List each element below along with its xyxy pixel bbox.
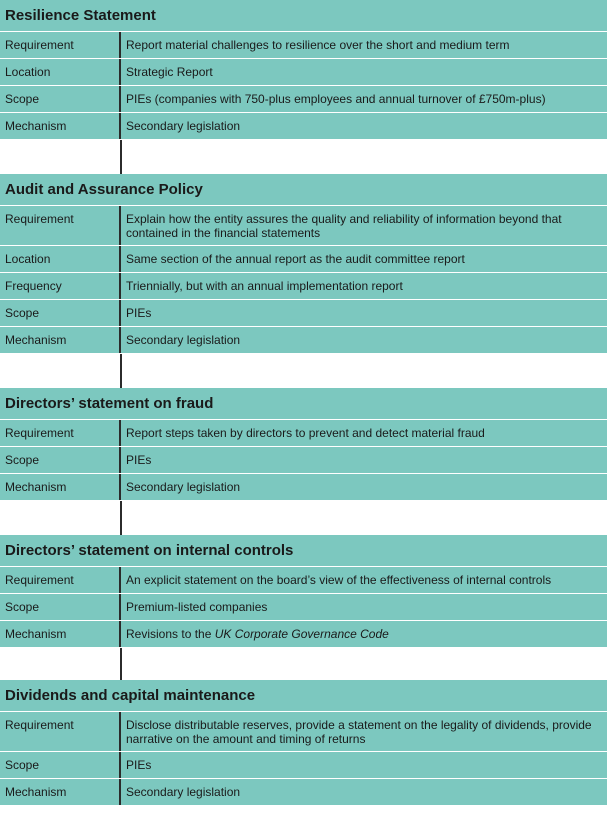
row-value: PIEs (companies with 750-plus employees and annual turnover of £750m-plus): [126, 92, 546, 106]
section-spacer: [0, 140, 607, 174]
section-title: Dividends and capital maintenance: [0, 680, 607, 712]
section-audit-assurance-policy: [0, 174, 607, 388]
row-value: Secondary legislation: [126, 480, 241, 494]
column-divider: [120, 501, 122, 535]
column-divider: [120, 354, 122, 388]
row-value: Triennially, but with an annual implementation report: [126, 279, 403, 293]
section-spacer: [0, 501, 607, 535]
row-label: Scope: [0, 300, 121, 326]
row-value: Disclose distributable reserves, provide a statement on the legality of dividends, provide narrative on the amount and timing of returns: [126, 718, 592, 746]
section-title: Directors’ statement on fraud: [0, 388, 607, 420]
row-value: Secondary legislation: [126, 785, 241, 799]
row-label: Mechanism: [0, 474, 121, 500]
row-label: Scope: [0, 594, 121, 620]
row-value: Premium-listed companies: [126, 600, 268, 614]
row-label: Frequency: [0, 273, 121, 299]
row-label: Mechanism: [0, 327, 121, 353]
section-title: Resilience Statement: [0, 0, 607, 32]
table-row: [0, 447, 607, 474]
section-dividends-capital: [0, 680, 607, 806]
row-label: Requirement: [0, 567, 121, 593]
row-value: Report steps taken by directors to prevent and detect material fraud: [126, 426, 485, 440]
section-spacer: [0, 648, 607, 680]
row-label: Requirement: [0, 420, 121, 446]
table-row: [0, 273, 607, 300]
row-label: Mechanism: [0, 113, 121, 139]
row-value: Explain how the entity assures the quality and reliability of information beyond that contained in the financial statements: [126, 212, 562, 240]
table-row: [0, 327, 607, 354]
section-title: Directors’ statement on internal controls: [0, 535, 607, 567]
table-row: [0, 779, 607, 806]
row-label: Location: [0, 246, 121, 272]
column-divider: [120, 648, 122, 680]
row-label: Location: [0, 59, 121, 85]
row-value: PIEs: [126, 453, 152, 467]
row-label: Requirement: [0, 712, 121, 751]
table-row: [0, 752, 607, 779]
table-row: [0, 621, 607, 648]
row-value: [121, 621, 607, 647]
row-label: Requirement: [0, 32, 121, 58]
row-label: Scope: [0, 752, 121, 778]
table-row: [0, 712, 607, 752]
section-resilience-statement: [0, 0, 607, 174]
row-label: Scope: [0, 447, 121, 473]
section-spacer: [0, 354, 607, 388]
code-title: UK Corporate Governance Code: [214, 627, 389, 641]
row-label: Mechanism: [0, 621, 121, 647]
row-value: PIEs: [126, 306, 152, 320]
row-value: PIEs: [126, 758, 152, 772]
section-title: Audit and Assurance Policy: [0, 174, 607, 206]
table-row: [0, 420, 607, 447]
row-label: Mechanism: [0, 779, 121, 805]
table-row: [0, 474, 607, 501]
table-row: [0, 594, 607, 621]
table-row: [0, 86, 607, 113]
table-row: [0, 567, 607, 594]
row-label: Scope: [0, 86, 121, 112]
row-value: Same section of the annual report as the audit committee report: [126, 252, 465, 266]
column-divider: [120, 140, 122, 174]
row-label: Requirement: [0, 206, 121, 245]
table-row: [0, 113, 607, 140]
table-row: [0, 32, 607, 59]
table-row: [0, 206, 607, 246]
section-directors-internal-controls: [0, 535, 607, 680]
row-value: Strategic Report: [126, 65, 213, 79]
table-row: [0, 246, 607, 273]
row-value: An explicit statement on the board’s view of the effectiveness of internal controls: [126, 573, 552, 587]
table-row: [0, 300, 607, 327]
row-value: Secondary legislation: [126, 119, 241, 133]
table-row: [0, 59, 607, 86]
value-prefix: Revisions to the: [126, 627, 215, 641]
section-directors-fraud: [0, 388, 607, 535]
row-value: Report material challenges to resilience over the short and medium term: [126, 38, 510, 52]
row-value: Secondary legislation: [126, 333, 241, 347]
